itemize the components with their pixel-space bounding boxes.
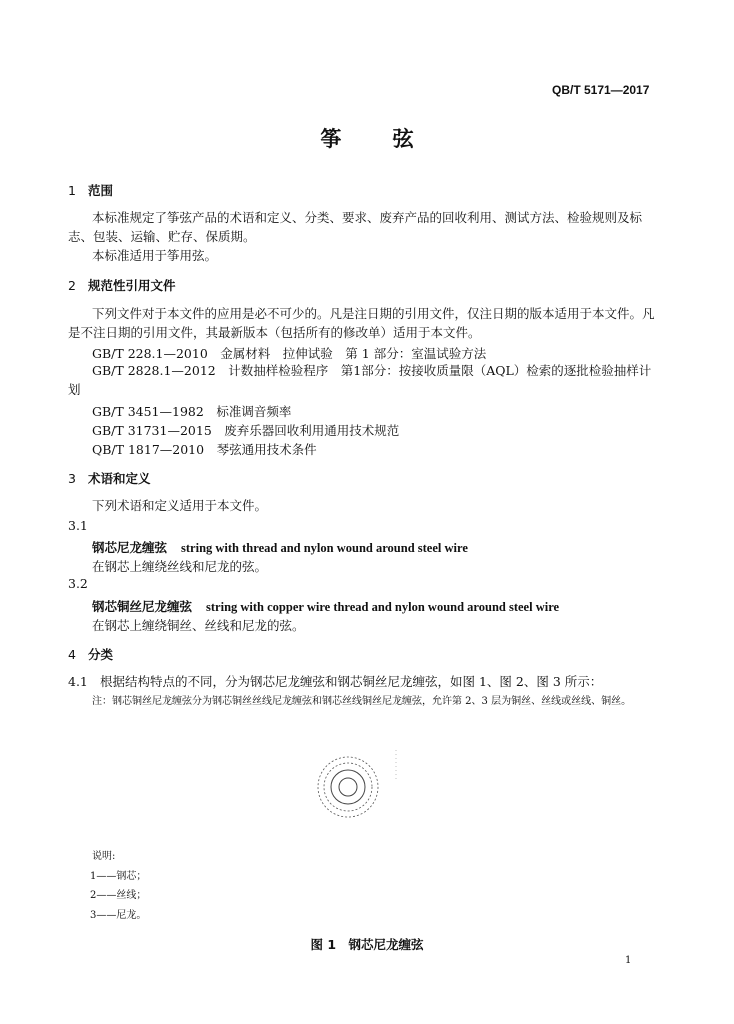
term-number: 3.1 [68,518,88,533]
section-number: 4 [68,647,76,662]
section-3-paragraph-1: 下列术语和定义适用于本文件。 [92,498,268,513]
section-2-heading [68,276,176,294]
section-1-paragraph-2: 本标准适用于筝用弦。 [92,248,218,263]
normative-reference: GB/T 3451—1982 标准调音频率 [92,404,292,419]
legend-item: 3——尼龙。 [90,910,147,921]
string-cross-section-figure [300,745,410,830]
section-number: 3 [68,471,76,486]
figure-caption: 图 1 钢芯尼龙缠弦 [310,937,424,952]
term-entry [92,597,559,615]
document-title: 筝 弦 [320,126,436,151]
legend-item: 2——丝线； [90,890,147,901]
clause-4-1 [68,672,602,690]
legend-title: 说明: [92,851,116,862]
section-title: 分类 [88,647,114,662]
clause-text: 根据结构特点的不同，分为钢芯尼龙缠弦和钢芯铜丝尼龙缠弦，如图 1、图 2、图 3 所示： [100,674,603,689]
term-chinese: 钢芯尼龙缠弦 [92,540,168,555]
term-definition: 在钢芯上缠绕铜丝、丝线和尼龙的弦。 [92,618,305,633]
section-1-heading [68,181,113,199]
normative-reference: GB/T 2828.1—2012 计数抽样检验程序 第1部分：按接收质量限（AQL）检索的逐批检验抽样计划 [68,363,652,397]
normative-reference: GB/T 31731—2015 废弃乐器回收利用通用技术规范 [92,423,400,438]
outer-layer-ring [318,757,378,817]
section-4-heading [68,645,113,663]
section-title: 术语和定义 [88,471,151,486]
standard-number: QB/T 5171—2017 [552,83,650,97]
classification-note: 注：钢芯铜丝尼龙缠弦分为钢芯铜丝丝线尼龙缠弦和钢芯丝线铜丝尼龙缠弦，允许第 2、3 层为铜丝、丝线或丝线、铜丝。 [92,696,632,707]
legend-item: 1——钢芯； [90,871,147,882]
normative-reference: GB/T 228.1—2010 金属材料 拉伸试验 第 1 部分：室温试验方法 [92,346,487,361]
inner-layer-ring [331,770,365,804]
normative-reference: QB/T 1817—2010 琴弦通用技术条件 [92,442,317,457]
section-title: 规范性引用文件 [88,278,176,293]
term-number: 3.2 [68,576,88,591]
term-english: string with thread and nylon wound around steel wire [181,541,468,555]
term-definition: 在钢芯上缠绕丝线和尼龙的弦。 [92,559,268,574]
section-1-paragraph-1: 本标准规定了筝弦产品的术语和定义、分类、要求、废弃产品的回收利用、测试方法、检验规则及标志、包装、运输、贮存、保质期。 [68,210,643,244]
term-chinese: 钢芯铜丝尼龙缠弦 [92,599,193,614]
section-title: 范围 [88,183,114,198]
section-3-heading [68,469,151,487]
core-ring [339,778,357,796]
clause-number: 4.1 [68,674,88,689]
term-english: string with copper wire thread and nylon wound around steel wire [206,600,560,614]
section-number: 1 [68,183,76,198]
section-2-paragraph-1: 下列文件对于本文件的应用是必不可少的。凡是注日期的引用文件，仅注日期的版本适用于本文件。凡是不注日期的引用文件，其最新版本（包括所有的修改单）适用于本文件。 [68,306,655,340]
term-entry [92,538,468,556]
section-number: 2 [68,278,76,293]
page-number: 1 [625,955,632,966]
